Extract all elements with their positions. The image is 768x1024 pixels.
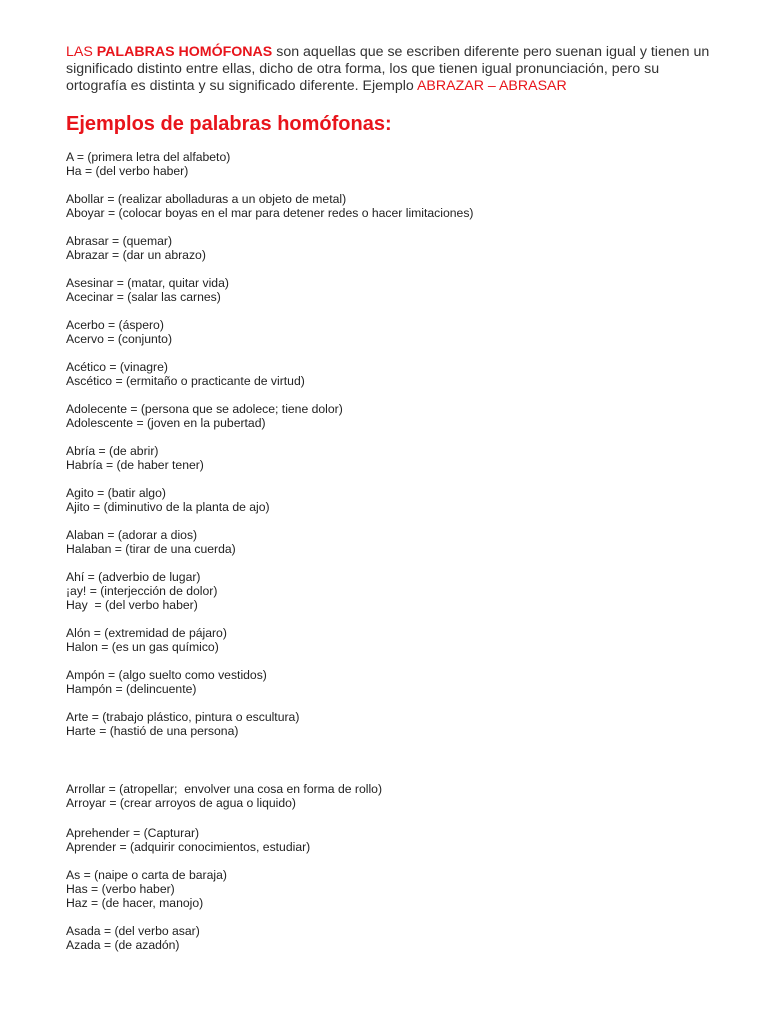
definition-line: Halaban = (tirar de una cuerda) bbox=[66, 542, 236, 556]
definition-line: Adolescente = (joven en la pubertad) bbox=[66, 416, 266, 430]
intro-example: ABRAZAR – ABRASAR bbox=[416, 78, 567, 94]
definition-line: Asada = (del verbo asar) bbox=[66, 924, 200, 938]
intro-prefix: LAS bbox=[66, 44, 97, 60]
word-pair-group bbox=[66, 276, 746, 304]
word-pair-group bbox=[66, 710, 746, 738]
definition-line: Alaban = (adorar a dios) bbox=[66, 528, 198, 542]
word-pair-group bbox=[66, 570, 746, 612]
definition-line: Haz = (de hacer, manojo) bbox=[66, 896, 204, 910]
word-pair-group bbox=[66, 486, 746, 514]
definition-line: ¡ay! = (interjección de dolor) bbox=[66, 584, 218, 598]
word-pair-group bbox=[66, 150, 746, 178]
definition-line: Ascético = (ermitaño o practicante de virtud) bbox=[66, 374, 305, 388]
definition-line: Arte = (trabajo plástico, pintura o escultura) bbox=[66, 710, 300, 724]
intro-term: PALABRAS HOMÓFONAS bbox=[96, 44, 273, 60]
definition-line: Abría = (de abrir) bbox=[66, 444, 159, 458]
definition-line: Alón = (extremidad de pájaro) bbox=[66, 626, 227, 640]
word-pair-group bbox=[66, 826, 746, 854]
word-pair-group bbox=[66, 360, 746, 388]
definition-line: Hay = (del verbo haber) bbox=[66, 598, 198, 612]
definition-line: Aboyar = (colocar boyas en el mar para detener redes o hacer limitaciones) bbox=[66, 206, 474, 220]
definition-line: Acerbo = (áspero) bbox=[66, 318, 164, 332]
definition-line: Arroyar = (crear arroyos de agua o liquido) bbox=[66, 796, 296, 810]
definition-line: As = (naipe o carta de baraja) bbox=[66, 868, 227, 882]
homophone-list bbox=[66, 150, 746, 966]
intro-line2-text: significado distinto entre ellas, dicho de otra forma, los que tienen igual pronunciación, pero su bbox=[66, 61, 660, 77]
definition-line: Ajito = (diminutivo de la planta de ajo) bbox=[66, 500, 270, 514]
definition-line: Ampón = (algo suelto como vestidos) bbox=[66, 668, 267, 682]
definition-line: Acecinar = (salar las carnes) bbox=[66, 290, 221, 304]
intro-line3-text: ortografía es distinta y su significado diferente. Ejemplo bbox=[66, 78, 417, 94]
word-pair-group bbox=[66, 192, 746, 220]
word-pair-group bbox=[66, 868, 746, 910]
intro-line1-text: son aquellas que se escriben diferente pero suenan igual y tienen un bbox=[272, 44, 710, 60]
definition-line: Adolecente = (persona que se adolece; tiene dolor) bbox=[66, 402, 343, 416]
definition-line: Acervo = (conjunto) bbox=[66, 332, 173, 346]
definition-line: Habría = (de haber tener) bbox=[66, 458, 204, 472]
definition-line: Halon = (es un gas químico) bbox=[66, 640, 219, 654]
definition-line: Abrazar = (dar un abrazo) bbox=[66, 248, 206, 262]
definition-line: Acético = (vinagre) bbox=[66, 360, 168, 374]
definition-line: Abollar = (realizar abolladuras a un objeto de metal) bbox=[66, 192, 347, 206]
definition-line: Ha = (del verbo haber) bbox=[66, 164, 189, 178]
definition-line: A = (primera letra del alfabeto) bbox=[66, 150, 231, 164]
definition-line: Aprehender = (Capturar) bbox=[66, 826, 200, 840]
word-pair-group bbox=[66, 402, 746, 430]
word-pair-group bbox=[66, 626, 746, 654]
intro-paragraph bbox=[66, 44, 716, 95]
word-pair-group bbox=[66, 782, 746, 810]
definition-line: Has = (verbo haber) bbox=[66, 882, 175, 896]
definition-line: Abrasar = (quemar) bbox=[66, 234, 173, 248]
definition-line: Agito = (batir algo) bbox=[66, 486, 166, 500]
definition-line: Ahí = (adverbio de lugar) bbox=[66, 570, 201, 584]
word-pair-group bbox=[66, 924, 746, 952]
definition-line: Arrollar = (atropellar; envolver una cosa en forma de rollo) bbox=[66, 782, 383, 796]
definition-line: Harte = (hastió de una persona) bbox=[66, 724, 239, 738]
definition-line: Azada = (de azadón) bbox=[66, 938, 180, 952]
word-pair-group bbox=[66, 528, 746, 556]
definition-line: Asesinar = (matar, quitar vida) bbox=[66, 276, 229, 290]
word-pair-group bbox=[66, 668, 746, 696]
examples-heading: Ejemplos de palabras homófonas: bbox=[66, 113, 392, 135]
word-pair-group bbox=[66, 444, 746, 472]
definition-line: Hampón = (delincuente) bbox=[66, 682, 197, 696]
definition-line: Aprender = (adquirir conocimientos, estudiar) bbox=[66, 840, 311, 854]
word-pair-group bbox=[66, 234, 746, 262]
word-pair-group bbox=[66, 318, 746, 346]
